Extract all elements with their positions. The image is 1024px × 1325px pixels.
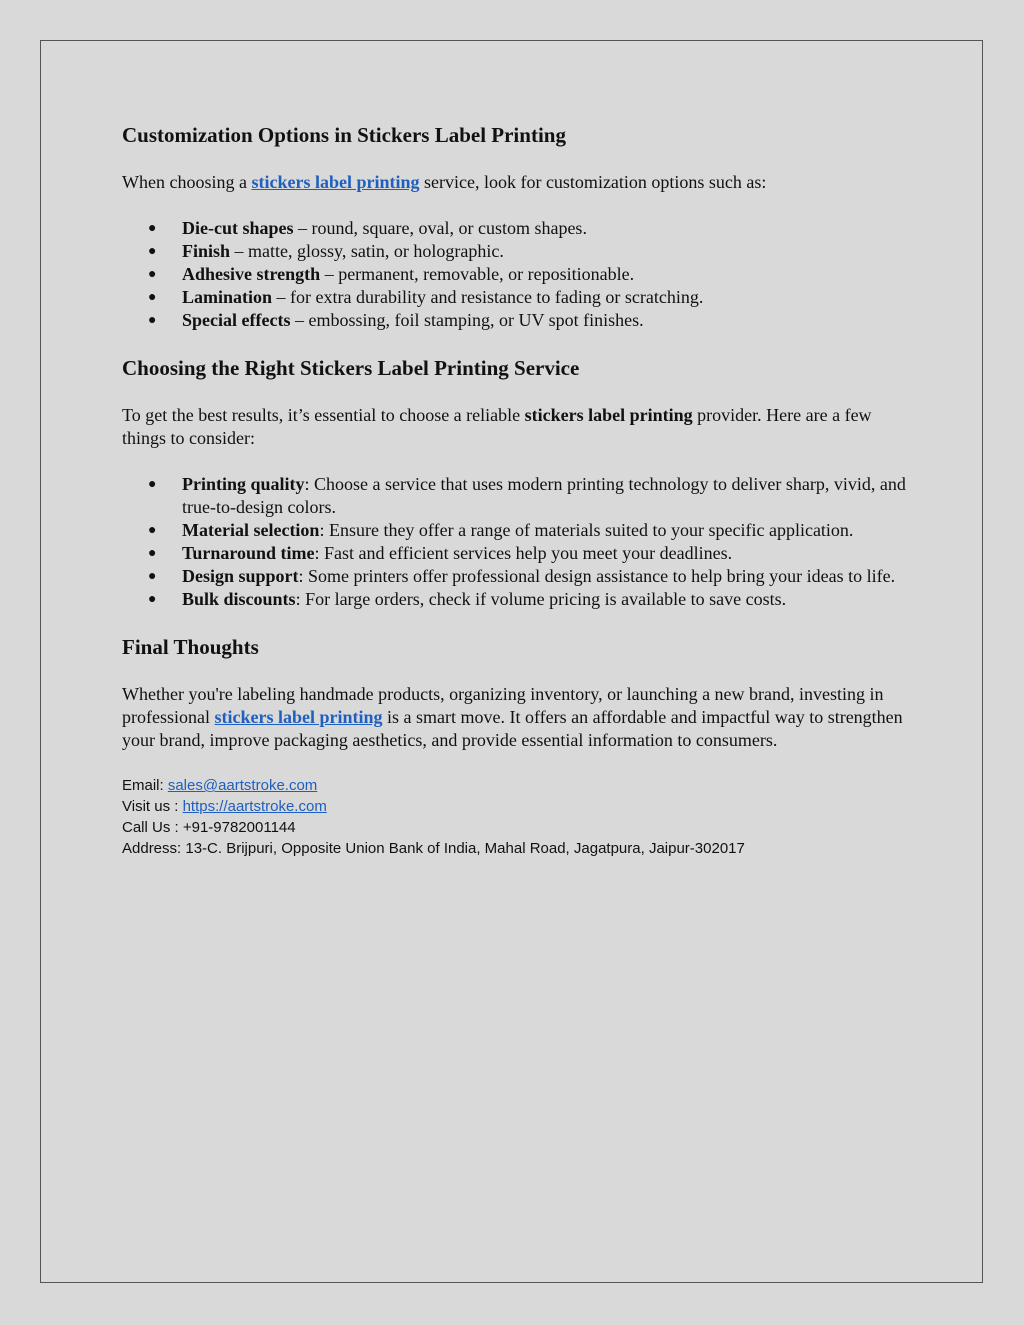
item-desc: : Ensure they offer a range of materials suited to your specific application. bbox=[319, 520, 854, 540]
bullet-icon: ● bbox=[148, 244, 157, 259]
contact-block bbox=[122, 775, 912, 859]
bullet-icon: ● bbox=[148, 313, 157, 328]
item-desc: – matte, glossy, satin, or holographic. bbox=[230, 241, 504, 261]
section-heading-final-thoughts: Final Thoughts bbox=[122, 635, 259, 659]
email-link[interactable]: sales@aartstroke.com bbox=[167, 777, 318, 794]
bullet-icon: ● bbox=[148, 546, 157, 561]
document-page bbox=[40, 40, 983, 1283]
email-label: Email: bbox=[122, 777, 168, 794]
stickers-label-printing-link[interactable]: stickers label printing bbox=[251, 172, 420, 192]
list-item bbox=[122, 286, 912, 309]
intro-text: When choosing a bbox=[122, 172, 252, 192]
bullet-icon: ● bbox=[148, 221, 157, 236]
item-desc: : Fast and efficient services help you meet your deadlines. bbox=[314, 543, 733, 563]
item-desc: : Some printers offer professional design assistance to help bring your ideas to life. bbox=[298, 566, 896, 586]
bullet-icon: ● bbox=[148, 592, 157, 607]
bullet-icon: ● bbox=[148, 569, 157, 584]
item-desc: – for extra durability and resistance to fading or scratching. bbox=[272, 287, 704, 307]
website-link[interactable]: https://aartstroke.com bbox=[182, 798, 327, 815]
phone-line: Call Us : +91-9782001144 bbox=[122, 819, 296, 836]
para-text: Whether you're labeling handmade products, organizing inventory, or launching a new brand, investing in professional bbox=[122, 684, 884, 727]
item-term: Lamination bbox=[182, 287, 273, 307]
list-item bbox=[122, 588, 912, 611]
intro-text: To get the best results, it’s essential to choose a reliable bbox=[122, 405, 525, 425]
document-content bbox=[122, 123, 912, 859]
website-label: Visit us : bbox=[122, 798, 183, 815]
address-line: Address: 13-C. Brijpuri, Opposite Union Bank of India, Mahal Road, Jagatpura, Jaipur-302017 bbox=[122, 840, 745, 857]
intro-bold: stickers label printing bbox=[524, 405, 693, 425]
stickers-label-printing-link[interactable]: stickers label printing bbox=[214, 707, 383, 727]
item-desc: – permanent, removable, or repositionable. bbox=[320, 264, 635, 284]
item-term: Adhesive strength bbox=[182, 264, 321, 284]
item-term: Bulk discounts bbox=[182, 589, 296, 609]
para-text-after: is a smart move. It offers an affordable and impactful way to strengthen your brand, improve packaging aesthetics, and provide essential information to consumers. bbox=[122, 707, 903, 750]
list-item bbox=[122, 217, 912, 240]
list-item bbox=[122, 542, 912, 565]
bullet-icon: ● bbox=[148, 523, 157, 538]
list-item bbox=[122, 263, 912, 286]
item-term: Material selection bbox=[182, 520, 320, 540]
email-line bbox=[122, 775, 912, 796]
item-term: Printing quality bbox=[182, 474, 305, 494]
section-heading-customization: Customization Options in Stickers Label Printing bbox=[122, 123, 566, 147]
customization-list bbox=[122, 217, 912, 332]
list-item bbox=[122, 519, 912, 542]
list-item bbox=[122, 473, 912, 519]
bullet-icon: ● bbox=[148, 477, 157, 492]
item-desc: : For large orders, check if volume pricing is available to save costs. bbox=[295, 589, 787, 609]
item-term: Finish bbox=[182, 241, 231, 261]
item-term: Special effects bbox=[182, 310, 291, 330]
bullet-icon: ● bbox=[148, 290, 157, 305]
final-thoughts-paragraph bbox=[122, 683, 912, 752]
customization-intro bbox=[122, 171, 912, 194]
bullet-icon: ● bbox=[148, 267, 157, 282]
item-term: Design support bbox=[182, 566, 299, 586]
list-item bbox=[122, 309, 912, 332]
section-heading-choosing: Choosing the Right Stickers Label Printing Service bbox=[122, 356, 580, 380]
choosing-intro bbox=[122, 404, 912, 450]
intro-text-after: service, look for customization options such as: bbox=[419, 172, 767, 192]
list-item bbox=[122, 565, 912, 588]
item-desc: – round, square, oval, or custom shapes. bbox=[293, 218, 587, 238]
website-line bbox=[122, 796, 912, 817]
choosing-list bbox=[122, 473, 912, 611]
item-term: Die-cut shapes bbox=[182, 218, 294, 238]
item-desc: – embossing, foil stamping, or UV spot finishes. bbox=[290, 310, 644, 330]
item-desc: : Choose a service that uses modern printing technology to deliver sharp, vivid, and true-to-design colors. bbox=[182, 474, 906, 517]
list-item bbox=[122, 240, 912, 263]
intro-text-after: provider. Here are a few things to consider: bbox=[122, 405, 872, 448]
item-term: Turnaround time bbox=[182, 543, 315, 563]
